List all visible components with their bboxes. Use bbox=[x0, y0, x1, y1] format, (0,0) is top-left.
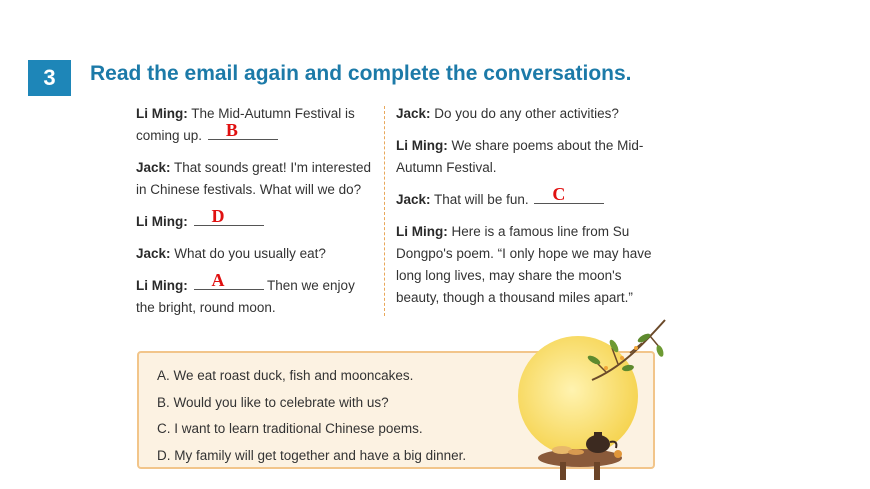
dialogue-turn bbox=[136, 243, 372, 265]
speaker-label: Li Ming: bbox=[136, 214, 188, 229]
dialogue-text: That sounds great! I'm interested in Chinese festivals. What will we do? bbox=[136, 160, 371, 197]
option-item: D. My family will get together and have a big dinner. bbox=[157, 447, 467, 463]
option-item: A. We eat roast duck, fish and mooncakes. bbox=[157, 368, 414, 383]
answer-blank[interactable] bbox=[208, 120, 278, 140]
answer-blank[interactable] bbox=[194, 270, 264, 290]
exercise-instruction: Read the email again and complete the conversations. bbox=[90, 62, 632, 85]
dialogue-turn bbox=[136, 270, 372, 319]
dialogue-turn bbox=[136, 206, 372, 233]
moon-icon bbox=[518, 336, 638, 456]
filled-answer: A bbox=[211, 270, 225, 290]
option-item: C. I want to learn traditional Chinese poems. bbox=[157, 421, 423, 436]
dialogue-text: That will be fun. bbox=[434, 192, 529, 207]
answer-blank[interactable] bbox=[534, 184, 604, 204]
dialogue-text: What do you usually eat? bbox=[174, 246, 326, 261]
conversation-right bbox=[396, 103, 658, 319]
filled-answer: D bbox=[211, 206, 225, 226]
dialogue-text: Do you do any other activities? bbox=[434, 106, 619, 121]
dialogue-turn bbox=[136, 157, 372, 201]
answer-blank[interactable] bbox=[194, 206, 264, 226]
dialogue-turn bbox=[396, 103, 658, 125]
speaker-label: Li Ming: bbox=[136, 278, 188, 293]
dialogue-turn bbox=[136, 103, 372, 147]
speaker-label: Li Ming: bbox=[136, 106, 188, 121]
filled-answer: B bbox=[225, 120, 238, 140]
column-divider bbox=[384, 106, 385, 316]
exercise-number-badge: 3 bbox=[28, 60, 71, 96]
dialogue-text: The Mid-Autumn Festival is coming up. bbox=[136, 106, 355, 143]
speaker-label: Jack: bbox=[396, 192, 431, 207]
conversation-left bbox=[136, 103, 372, 329]
speaker-label: Li Ming: bbox=[396, 138, 448, 153]
option-item: B. Would you like to celebrate with us? bbox=[157, 394, 389, 410]
dialogue-turn bbox=[396, 135, 658, 179]
speaker-label: Jack: bbox=[136, 246, 171, 261]
dialogue-turn bbox=[396, 184, 658, 211]
dialogue-text: Here is a famous line from Su Dongpo's poem. “I only hope we may have long long lives, may share the moon's beauty, though a thousand miles apart.” bbox=[396, 224, 652, 305]
mid-autumn-illustration bbox=[510, 318, 670, 488]
filled-answer: C bbox=[552, 184, 566, 204]
dialogue-text: Then we enjoy the bright, round moon. bbox=[136, 278, 355, 315]
dialogue-text: We share poems about the Mid-Autumn Festival. bbox=[396, 138, 644, 175]
speaker-label: Li Ming: bbox=[396, 224, 448, 239]
speaker-label: Jack: bbox=[136, 160, 171, 175]
speaker-label: Jack: bbox=[396, 106, 431, 121]
dialogue-turn bbox=[396, 221, 658, 309]
